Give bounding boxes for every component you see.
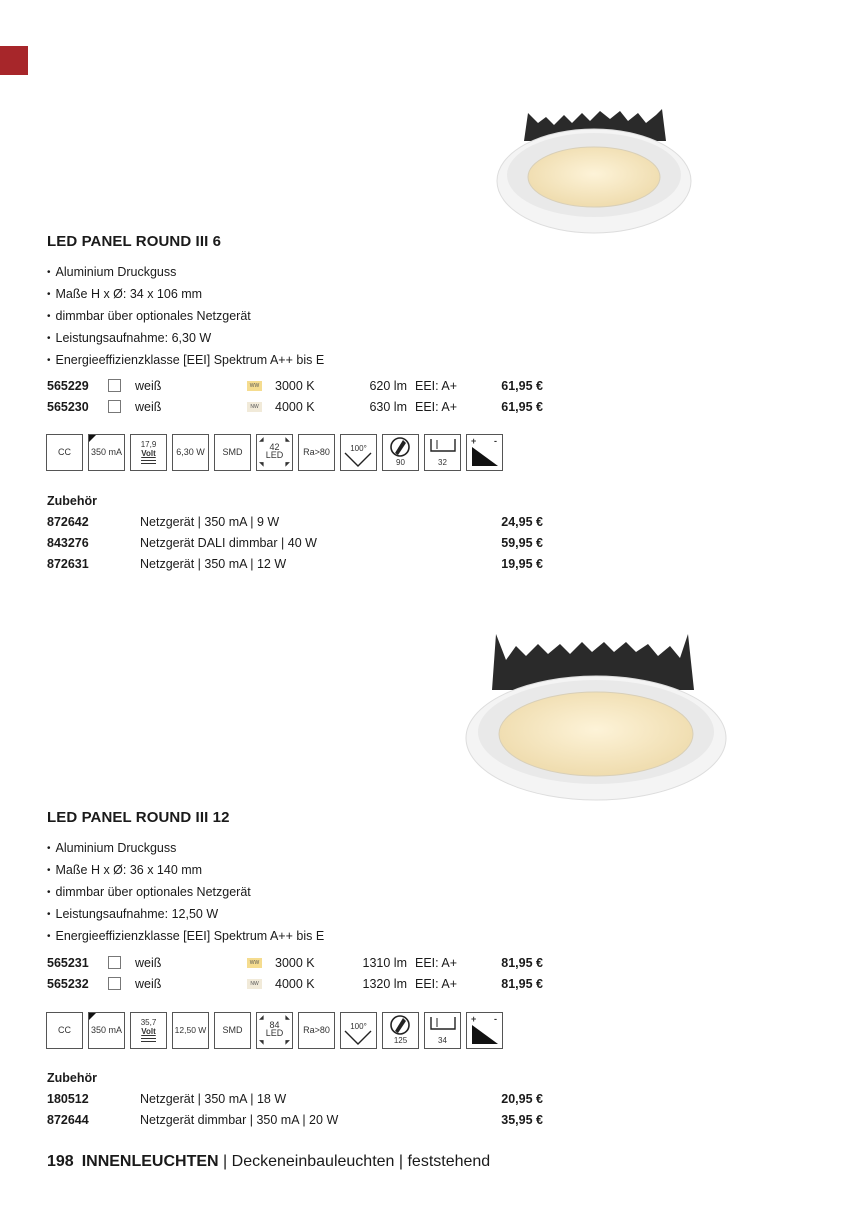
color-swatch xyxy=(108,977,121,990)
accessory-row xyxy=(47,1110,547,1130)
feature-item: • dimmbar über optionales Netzgerät xyxy=(47,882,324,904)
article-number: 872644 xyxy=(47,1113,89,1127)
wattage-icon: 12,50 W xyxy=(172,1012,209,1049)
price: 59,95 € xyxy=(501,536,543,550)
current-icon: 350 mA xyxy=(88,1012,125,1049)
article-number: 565230 xyxy=(47,400,89,414)
price: 61,95 € xyxy=(501,400,543,414)
variant-row xyxy=(47,953,547,973)
article-number: 565229 xyxy=(47,379,89,393)
smd-icon: SMD xyxy=(214,434,251,471)
color-temperature-badge: WW xyxy=(247,958,262,968)
page-footer xyxy=(47,1153,490,1171)
price: 81,95 € xyxy=(501,956,543,970)
voltage-icon: 17,9 Volt xyxy=(130,434,167,471)
footer-category: INNENLEUCHTEN xyxy=(81,1153,219,1170)
color-swatch xyxy=(108,379,121,392)
beam-angle-icon: 100° xyxy=(340,1012,377,1049)
cc-icon: CC xyxy=(46,434,83,471)
eei-value: EEI: A+ xyxy=(415,977,458,991)
eei-value: EEI: A+ xyxy=(415,379,458,393)
accessory-description: Netzgerät dimmbar | 350 mA | 20 W xyxy=(140,1113,339,1127)
price: 61,95 € xyxy=(501,379,543,393)
accessory-row xyxy=(47,512,547,532)
feature-item: • Aluminium Druckguss xyxy=(47,838,324,860)
accessory-row xyxy=(47,1089,547,1109)
variant-row xyxy=(47,974,547,994)
feature-item: • Energieeffizienzklasse [EEI] Spektrum A++ bis E xyxy=(47,350,324,372)
accessory-row xyxy=(47,533,547,553)
depth-icon: 34 xyxy=(424,1012,461,1049)
price: 24,95 € xyxy=(501,515,543,529)
footer-subcategory: | Deckeneinbauleuchten | feststehend xyxy=(218,1153,491,1170)
accessories-heading: Zubehör xyxy=(47,494,97,508)
eei-value: EEI: A+ xyxy=(415,400,458,414)
product-image xyxy=(490,105,700,235)
depth-icon: 32 xyxy=(424,434,461,471)
price: 81,95 € xyxy=(501,977,543,991)
kelvin-value: 3000 K xyxy=(275,379,315,393)
cri-icon: Ra>80 xyxy=(298,1012,335,1049)
feature-list xyxy=(47,262,324,372)
beam-angle-icon: 100° xyxy=(340,434,377,471)
voltage-icon: 35,7 Volt xyxy=(130,1012,167,1049)
color-temperature-badge: NW xyxy=(247,979,262,989)
eei-value: EEI: A+ xyxy=(415,956,458,970)
color-swatch xyxy=(108,400,121,413)
wattage-icon: 6,30 W xyxy=(172,434,209,471)
lumen-value: 630 lm xyxy=(369,400,407,414)
price: 20,95 € xyxy=(501,1092,543,1106)
color-label: weiß xyxy=(135,379,162,393)
color-swatch xyxy=(108,956,121,969)
color-temperature-badge: WW xyxy=(247,381,262,391)
article-number: 872631 xyxy=(47,557,89,571)
product-image xyxy=(462,630,732,805)
kelvin-value: 3000 K xyxy=(275,956,315,970)
variant-row xyxy=(47,376,547,396)
article-number: 565232 xyxy=(47,977,89,991)
feature-item: • Aluminium Druckguss xyxy=(47,262,324,284)
product-title: LED PANEL ROUND III 6 xyxy=(47,233,222,250)
dimmable-icon: + - xyxy=(466,1012,503,1049)
color-label: weiß xyxy=(135,977,162,991)
feature-item: • Maße H x Ø: 36 x 140 mm xyxy=(47,860,324,882)
kelvin-value: 4000 K xyxy=(275,400,315,414)
accessory-description: Netzgerät DALI dimmbar | 40 W xyxy=(140,536,317,550)
feature-item: • Leistungsaufnahme: 12,50 W xyxy=(47,904,324,926)
feature-item: • Energieeffizienzklasse [EEI] Spektrum A++ bis E xyxy=(47,926,324,948)
lumen-value: 1310 lm xyxy=(362,956,407,970)
page-number: 198 xyxy=(47,1153,74,1170)
accessory-description: Netzgerät | 350 mA | 9 W xyxy=(140,515,280,529)
product-title: LED PANEL ROUND III 12 xyxy=(47,809,230,826)
article-number: 843276 xyxy=(47,536,89,550)
cutout-icon: 90 xyxy=(382,434,419,471)
accessory-description: Netzgerät | 350 mA | 18 W xyxy=(140,1092,287,1106)
cri-icon: Ra>80 xyxy=(298,434,335,471)
current-icon: 350 mA xyxy=(88,434,125,471)
cc-icon: CC xyxy=(46,1012,83,1049)
article-number: 180512 xyxy=(47,1092,89,1106)
lumen-value: 620 lm xyxy=(369,379,407,393)
accessory-description: Netzgerät | 350 mA | 12 W xyxy=(140,557,287,571)
smd-icon: SMD xyxy=(214,1012,251,1049)
article-number: 872642 xyxy=(47,515,89,529)
kelvin-value: 4000 K xyxy=(275,977,315,991)
led-count-icon: ◢ ◣ ◥ ◤ 84 LED xyxy=(256,1012,293,1049)
color-temperature-badge: NW xyxy=(247,402,262,412)
price: 35,95 € xyxy=(501,1113,543,1127)
variant-row xyxy=(47,397,547,417)
cutout-icon: 125 xyxy=(382,1012,419,1049)
lumen-value: 1320 lm xyxy=(362,977,407,991)
price: 19,95 € xyxy=(501,557,543,571)
feature-list xyxy=(47,838,324,948)
feature-item: • Maße H x Ø: 34 x 106 mm xyxy=(47,284,324,306)
color-label: weiß xyxy=(135,956,162,970)
color-label: weiß xyxy=(135,400,162,414)
section-tab xyxy=(0,46,28,75)
dimmable-icon: + - xyxy=(466,434,503,471)
article-number: 565231 xyxy=(47,956,89,970)
feature-item: • Leistungsaufnahme: 6,30 W xyxy=(47,328,324,350)
accessories-heading: Zubehör xyxy=(47,1071,97,1085)
led-count-icon: ◢ ◣ ◥ ◤ 42 LED xyxy=(256,434,293,471)
feature-item: • dimmbar über optionales Netzgerät xyxy=(47,306,324,328)
accessory-row xyxy=(47,554,547,574)
